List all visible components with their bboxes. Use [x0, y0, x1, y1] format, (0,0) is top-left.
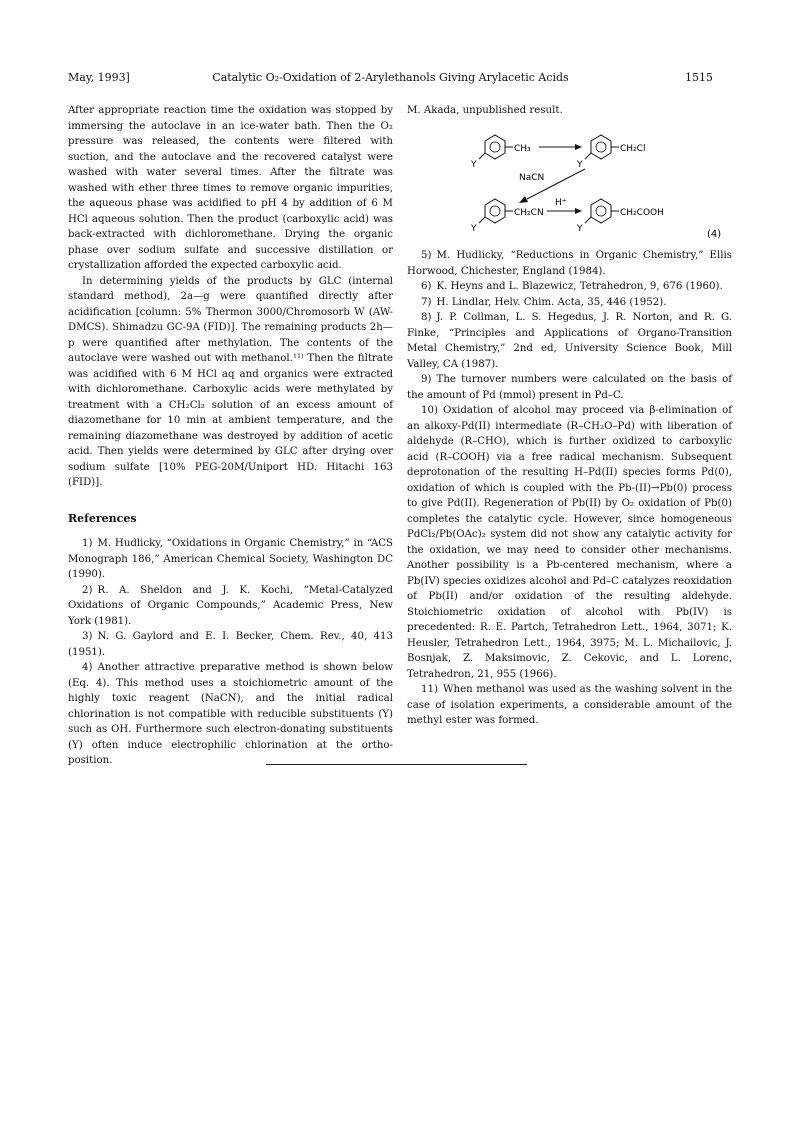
- reference-1: 1) M. Hudlicky, “Oxidations in Organic Chemistry,” in “ACS Monograph 186,” American Chemical Society, Washington DC (1990).: [68, 538, 393, 580]
- reference-11: 11) When methanol was used as the washing solvent in the case of isolation experiments, a considerable amount of the methyl ester was formed.: [407, 684, 732, 726]
- end-of-article-rule: [266, 764, 527, 765]
- reference-8: 8) J. P. Collman, L. S. Hegedus, J. R. Norton, and R. G. Finke, “Principles and Applications of Organo-Transition Metal Chemistry,” 2nd ed, University Science Book, Mill Valley, CA (1987).: [407, 312, 732, 370]
- benzene-ring-benzyl-cyanide: [479, 199, 513, 223]
- procedure-paragraph: After appropriate reaction time the oxidation was stopped by immersing the autoclave in an ice-water bath. Then the O₂ pressure was released, the contents were filtered with suction, and the autoclave and the recovered catalyst were washed with water several times. After the filtrate was washed with ether three times to remove organic impurities, the aqueous phase was acidified to pH 4 by addition of 6 M HCl aqueous solution. Then the product (carboxylic acid) was back-extracted with dichloromethane. Drying the organic phase over sodium sulfate and successive distillation or crystallization afforded the expected carboxylic acid.: [68, 105, 393, 271]
- reference-6: 6) K. Heyns and L. Blazewicz, Tetrahedron, 9, 676 (1960).: [421, 281, 723, 292]
- article-title: Catalytic O₂-Oxidation of 2-Arylethanols Giving Arylacetic Acids: [212, 71, 569, 84]
- h-plus-label: H⁺: [555, 197, 567, 208]
- reference-5: 5) M. Hudlicky, “Reductions in Organic Chemistry,” Ellis Horwood, Chichester, England (1984).: [407, 250, 732, 277]
- running-head: [68, 70, 713, 86]
- reference-2: 2) R. A. Sheldon and J. K. Kochi, “Metal-Catalyzed Oxidations of Organic Compounds,” Academic Press, New York (1981).: [68, 584, 393, 627]
- ch2cn-label: CH₂CN: [514, 207, 544, 218]
- yield-paragraph: In determining yields of the products by GLC (internal standard method), 2a—g were quantified directly after acidification [column: 5% Thermon 3000/Chromosorb W (AW-DMCS). Shimadzu GC-9A (FID)]. The remaining products 2h—p were quantified after methylation. The contents of the autoclave were washed out with methanol.¹¹⁾ Then the filtrate was acidified with 6 M HCl aq and organics were extracted with dichloromethane. Carboxylic acids were methylated by treatment with a CH₂Cl₂ solution of an excess amount of diazomethane for 10 min at ambient temperature, and the remaining diazomethane was destroyed by addition of acetic acid. Then yields were determined by GLC after drying over sodium sulfate [10% PEG-20M/Uniport HD. Hitachi 163 (FID)].: [68, 275, 393, 488]
- y-substituent-1: Y: [471, 159, 477, 170]
- benzene-ring-toluene: [479, 135, 513, 159]
- issue-date: May, 1993]: [68, 71, 130, 84]
- benzene-ring-arylacetic-acid: [585, 199, 619, 223]
- right-column: [407, 103, 732, 729]
- reference-4: 4) Another attractive preparative method is shown below (Eq. 4). This method uses a stoichiometric amount of the highly toxic reagent (NaCN), and the initial radical chlorination is not compatible with reducible substituents (Y) such as OH. Furthermore such electron-donating substituents (Y) often induce electrophilic chlorination at the ortho-position.: [68, 662, 393, 766]
- reference-7: 7) H. Lindlar, Helv. Chim. Acta, 35, 446 (1952).: [421, 296, 667, 308]
- benzene-ring-benzyl-chloride: [585, 135, 619, 159]
- y-substituent-2: Y: [577, 159, 583, 170]
- reference-3: 3) N. G. Gaylord and E. I. Becker, Chem. Rev., 40, 413 (1951).: [68, 631, 393, 658]
- y-substituent-4: Y: [577, 223, 583, 234]
- page-number: 1515: [685, 71, 713, 84]
- arrowhead-3: [575, 208, 582, 214]
- arrowhead-2: [519, 196, 528, 203]
- ch2cl-label: CH₂Cl: [620, 143, 646, 154]
- reference-10: 10) Oxidation of alcohol may proceed via β-elimination of an alkoxy-Pd(II) intermediate (R–CH₂O–Pd) with liberation of aldehyde (R–CHO), which is further oxidized to carboxylic acid (R–COOH) via a free radical mechanism. Subsequent deprotonation of the resulting H–Pd(II) species forms Pd(0), oxidation of which is coupled with the Pb-(II)→Pb(0) process to give Pd(II). Regeneration of Pb(II) by O₂ oxidation of Pb(0) completes the catalytic cycle. However, since homogeneous PdCl₂/Pb(OAc)₂ system did not show any catalytic activity for the oxidation, we may need to consider other mechanisms. Another possibility is a Pb-centered mechanism, where a Pb(IV) species oxidizes alcohol and Pd–C catalyzes reoxidation of Pb(II) and/or oxidation of the resulting aldehyde. Stoichiometric oxidation of alcohol with Pb(IV) is precedented: R. E. Partch, Tetrahedron Lett., 1964, 3071; K. Heusler, Tetrahedron Lett., 1964, 3975; M. L. Michailovic, J. Bosnjak, Z. Maksimovic, Z. Cekovic, and L. Lorenc, Tetrahedron, 21, 955 (1966).: [407, 405, 732, 680]
- left-column: [68, 103, 393, 769]
- reference-9: 9) The turnover numbers were calculated on the basis of the amount of Pd (mmol) present in Pd–C.: [407, 374, 732, 401]
- equation-number: (4): [707, 228, 722, 240]
- reaction-scheme: [407, 123, 732, 243]
- references-heading: References: [68, 511, 137, 525]
- nacn-label: NaCN: [519, 172, 545, 183]
- ch2cooh-label: CH₂COOH: [620, 207, 664, 218]
- y-substituent-3: Y: [471, 223, 477, 234]
- arrowhead-1: [575, 144, 582, 150]
- reference-4-continued: M. Akada, unpublished result.: [407, 105, 563, 116]
- ch3-label: CH₃: [514, 143, 531, 154]
